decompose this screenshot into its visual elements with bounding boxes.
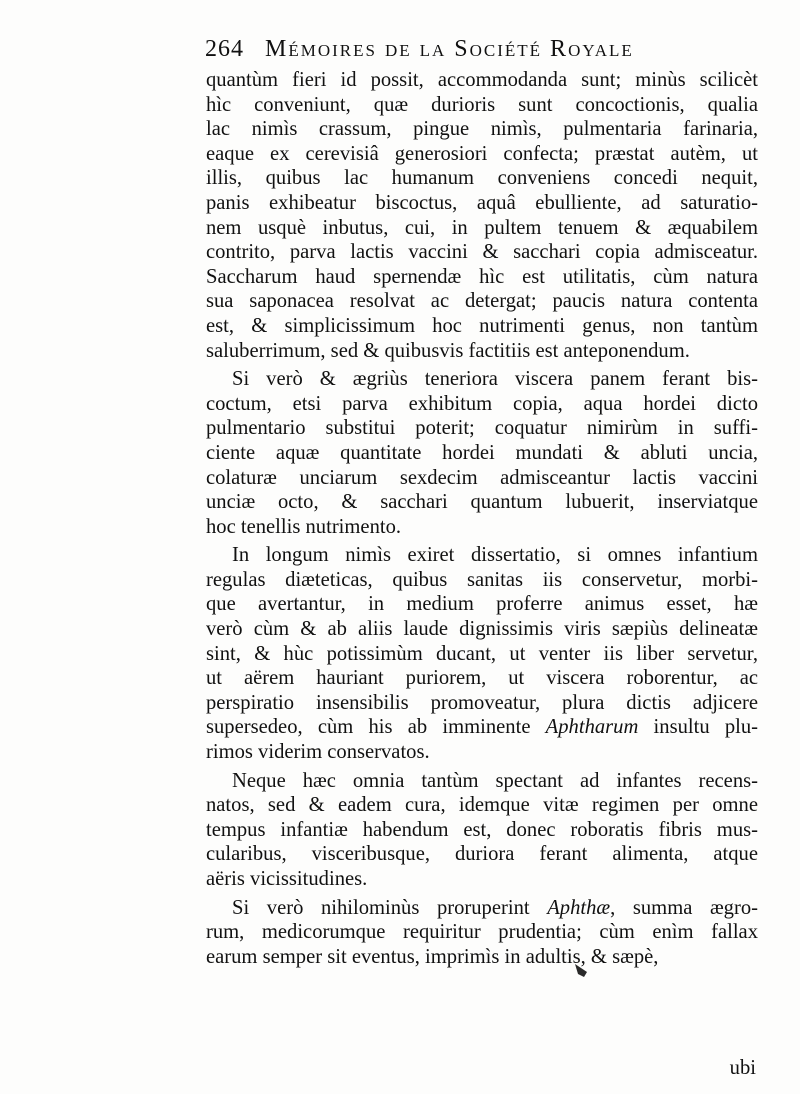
catchword: ubi: [729, 1057, 756, 1079]
text-line: unciæ octo, & sacchari quantum lubuerit, inserviatque: [206, 491, 758, 514]
text-line: Si verò nihilominùs proruperint Aphthæ, summa ægro-: [232, 896, 758, 919]
text-line: tempus infantiæ habendum est, donec roboratis fibris mus-: [206, 818, 758, 841]
text-line: verò cùm & ab aliis laude dignissimis viris sæpiùs delineatæ: [206, 618, 758, 641]
paragraph: [206, 543, 758, 764]
page-number: 264: [205, 36, 244, 62]
paragraph: [206, 896, 758, 970]
text-line: contrito, parva lactis vaccini & sacchari copia admisceatur.: [206, 241, 758, 264]
text-line: rimos viderim conservatos.: [206, 741, 430, 764]
paragraph: [206, 68, 758, 363]
text-line: ciente aquæ quantitate hordei mundati & abluti uncia,: [206, 441, 758, 464]
italic-term: Aphthæ: [547, 896, 611, 919]
paragraph: [206, 769, 758, 892]
text-line: rum, medicorumque requiritur prudentia; cùm enìm fallax: [206, 921, 758, 944]
text-line: panis exhibeatur biscoctus, aquâ ebulliente, ad saturatio-: [206, 191, 758, 214]
text-line: hìc conveniunt, quæ durioris sunt concoctionis, qualia: [206, 93, 758, 116]
text-line: Si verò & ægriùs teneriora viscera panem ferant bis-: [232, 368, 758, 391]
text-line: que avertantur, in medium proferre animus esset, hæ: [206, 593, 758, 616]
text-line: est, & simplicissimum hoc nutrimenti genus, non tantùm: [206, 314, 758, 337]
text-line: eaque ex cerevisiâ generosiori confecta; præstat autèm, ut: [206, 142, 758, 165]
text-line: cularibus, visceribusque, duriora ferant alimenta, atque: [206, 843, 758, 866]
running-header: [205, 36, 765, 63]
text-line: saluberrimum, sed & quibusvis factitiis est anteponendum.: [206, 339, 690, 362]
text-line: sint, & hùc potissimùm ducant, ut venter iis liber servetur,: [206, 642, 758, 665]
body-text: [206, 68, 758, 969]
text-line: colaturæ unciarum sexdecim admisceantur lactis vaccini: [206, 466, 758, 489]
paragraph: [206, 367, 758, 539]
text-line: Neque hæc omnia tantùm spectant ad infantes recens-: [232, 769, 758, 792]
text-line: ut aërem hauriant puriorem, ut viscera roborentur, ac: [206, 667, 758, 690]
text-line: aëris vicissitudines.: [206, 868, 368, 890]
running-title: Mémoires de la Société Royale: [265, 36, 634, 62]
text-line: nem usquè inbutus, cui, in pultem tenuem & æquabilem: [206, 216, 758, 239]
text-line: perspiratio insensibilis promoveatur, plura dictis adjicere: [206, 691, 758, 714]
text-line: lac nimìs crassum, pingue nimìs, pulmentaria farinaria,: [206, 118, 758, 141]
italic-term: Aphtharum: [545, 716, 639, 739]
text-line: regulas diæteticas, quibus sanitas iis conservetur, morbi-: [206, 568, 758, 591]
ink-blot-mark: [572, 962, 590, 980]
text-line: sua saponacea resolvat ac detergat; paucis natura contenta: [206, 290, 758, 313]
text-line: illis, quibus lac humanum conveniens concedi nequit,: [206, 167, 758, 190]
text-line: pulmentario substitui poterit; coquatur nimirùm in suffi-: [206, 417, 758, 440]
text-line: quantùm fieri id possit, accommodanda sunt; minùs scilicèt: [206, 69, 758, 91]
text-line: hoc tenellis nutrimento.: [206, 515, 402, 538]
text-line: In longum nimìs exiret dissertatio, si omnes infantium: [232, 544, 758, 567]
text-line: earum semper sit eventus, imprimìs in adultis, & sæpè,: [206, 945, 659, 968]
text-line: natos, sed & eadem cura, idemque vitæ regimen per omne: [206, 794, 758, 817]
text-line: Saccharum haud spernendæ hìc est utilitatis, cùm natura: [206, 265, 758, 288]
text-line: coctum, etsi parva exhibitum copia, aqua hordei dicto: [206, 392, 758, 415]
text-line: supersedeo, cùm his ab imminente Aphtharum insultu plu-: [206, 716, 758, 739]
